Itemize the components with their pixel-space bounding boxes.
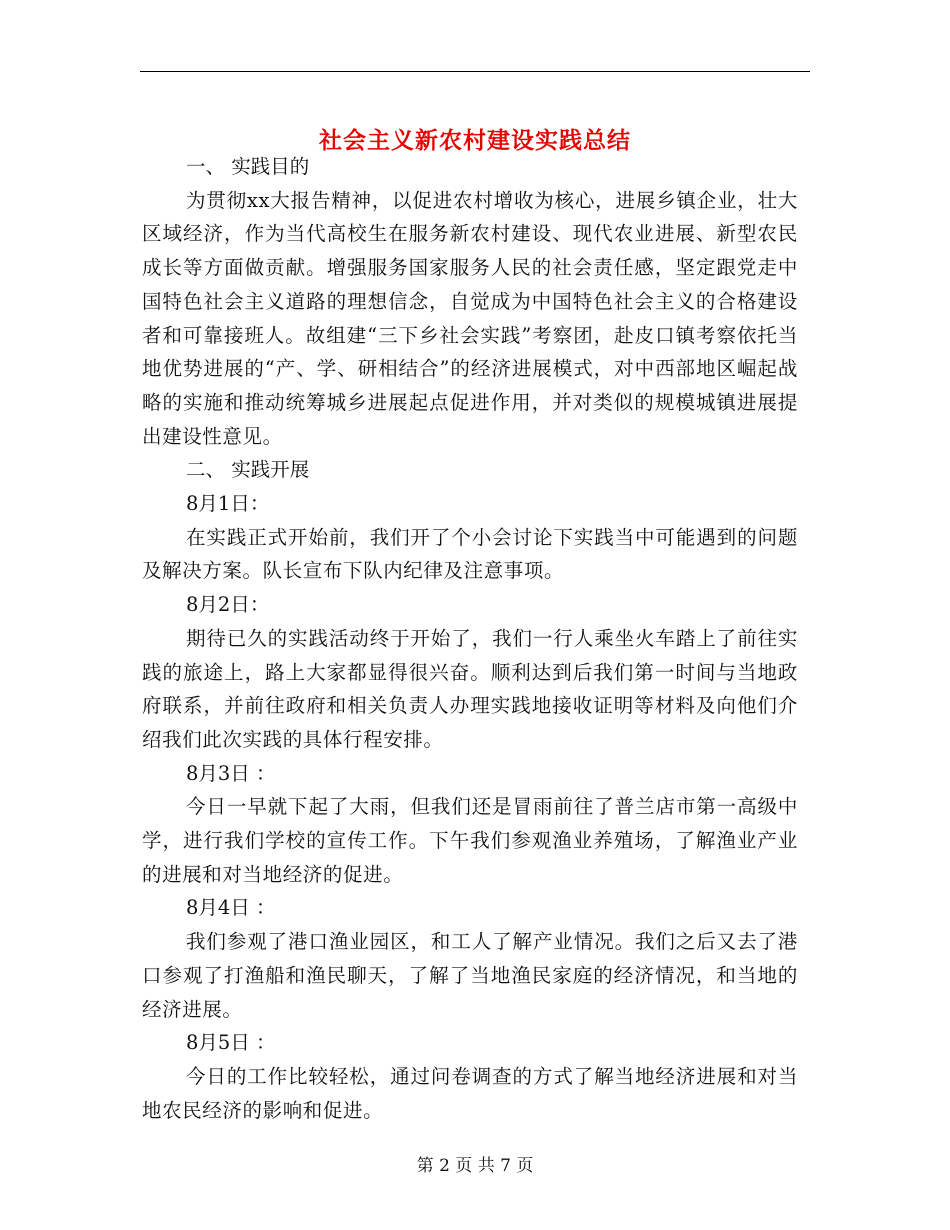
date-aug-1: 8月1日： bbox=[186, 492, 270, 516]
paragraph-aug-1: 在实践正式开始前，我们开了个小会讨论下实践当中可能遇到的问题及解决方案。队长宣布下队内纪律及注意事项。 bbox=[142, 525, 798, 583]
date-aug-4: 8月4日 ： bbox=[186, 896, 276, 920]
paragraph-aug-2: 期待已久的实践活动终于开始了，我们一行人乘坐火车踏上了前往实践的旅途上，路上大家都显得很兴奋。顺利达到后我们第一时间与当地政府联系，并前往政府和相关负责人办理实践地接收证明等材料及向他们介绍我们此次实践的具体行程安排。 bbox=[142, 626, 798, 751]
date-aug-2: 8月2日： bbox=[186, 593, 270, 617]
document-title: 社会主义新农村建设实践总结 bbox=[319, 127, 631, 155]
date-aug-3: 8月3日 ： bbox=[186, 761, 276, 785]
page-number-footer: 第 2 页 共 7 页 bbox=[416, 1156, 534, 1176]
section-heading-purpose: 一、 实践目的 bbox=[186, 155, 310, 178]
date-aug-5: 8月5日 ： bbox=[186, 1031, 276, 1055]
section-heading-activities: 二、 实践开展 bbox=[186, 458, 310, 482]
paragraph-purpose: 为贯彻xx大报告精神，以促进农村增收为核心，进展乡镇企业，壮大区域经济，作为当代高校生在服务新农村建设、现代农业进展、新型农民成长等方面做贡献。增强服务国家服务人民的社会责任感，坚定跟党走中国特色社会主义道路的理想信念，自觉成为中国特色社会主义的合格建设者和可靠接班人。故组建“三下乡社会实践”考察团，赴皮口镇考察依托当地优势进展的“产、学、研相结合”的经济进展模式，对中西部地区崛起战略的实施和推动统筹城乡进展起点促进作用，并对类似的规模城镇进展提出建设性意见。 bbox=[142, 188, 798, 448]
header-rule bbox=[140, 71, 810, 72]
paragraph-aug-5: 今日的工作比较轻松，通过问卷调查的方式了解当地经济进展和对当地农民经济的影响和促进。 bbox=[142, 1064, 798, 1122]
paragraph-aug-3: 今日一早就下起了大雨，但我们还是冒雨前往了普兰店市第一高级中学，进行我们学校的宣传工作。下午我们参观渔业养殖场，了解渔业产业的进展和对当地经济的促进。 bbox=[142, 795, 798, 886]
document-body bbox=[142, 150, 798, 1127]
paragraph-aug-4: 我们参观了港口渔业园区，和工人了解产业情况。我们之后又去了港口参观了打渔船和渔民聊天，了解了当地渔民家庭的经济情况，和当地的经济进展。 bbox=[142, 930, 798, 1021]
